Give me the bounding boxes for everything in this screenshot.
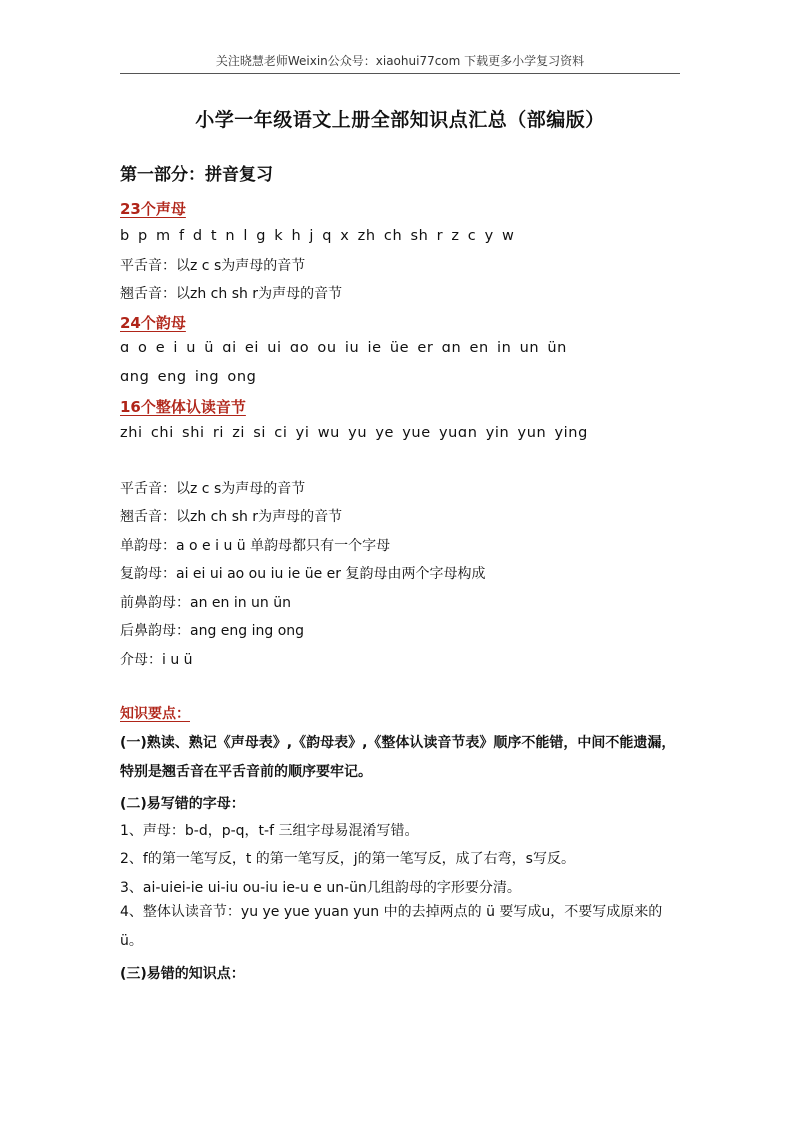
key-point-two-item-3: 3、ai-uiei-ie ui-iu ou-iu ie-u e un-ün几组韵母的字形要分清。	[120, 880, 521, 896]
summary-single-finals: 单韵母：a o e i u ü 单韵母都只有一个字母	[120, 538, 391, 554]
page-header: 关注晓慧老师Weixin公众号：xiaohui77com 下载更多小学复习资料	[215, 54, 585, 68]
initials-heading: 23个声母	[120, 200, 186, 218]
summary-front-nasal: 前鼻韵母：an en in un ün	[120, 595, 291, 611]
summary-flat-tongue: 平舌音：以z c s为声母的音节	[120, 481, 306, 497]
finals-list-line2: ɑng eng ing ong	[120, 369, 257, 385]
flat-tongue-note: 平舌音：以z c s为声母的音节	[120, 258, 306, 274]
whole-syllables-heading: 16个整体认读音节	[120, 398, 246, 416]
finals-list-line1: ɑ o e i u ü ɑi ei ui ɑo ou iu ie üe er ɑn en in un ün	[120, 340, 567, 356]
summary-retroflex: 翘舌音：以zh ch sh r为声母的音节	[120, 509, 343, 525]
summary-medials: 介母：i u ü	[120, 652, 193, 668]
key-point-two-item-1: 1、声母：b-d，p-q，t-f 三组字母易混淆写错。	[120, 823, 419, 839]
header-divider	[120, 73, 680, 74]
finals-heading: 24个韵母	[120, 314, 186, 332]
key-point-three-heading: (三)易错的知识点：	[120, 966, 245, 982]
key-point-two-heading: (二)易写错的字母：	[120, 796, 245, 812]
key-point-two-item-4: 4、整体认读音节：yu ye yue yuan yun 中的去掉两点的 ü 要写成u，不要写成原来的 ü。	[120, 904, 663, 949]
part-one-heading: 第一部分：拼音复习	[120, 165, 273, 185]
key-points-heading: 知识要点：	[120, 706, 190, 722]
summary-compound-finals: 复韵母：ai ei ui ao ou iu ie üe er 复韵母由两个字母构成	[120, 566, 486, 582]
retroflex-note: 翘舌音：以zh ch sh r为声母的音节	[120, 286, 343, 302]
summary-back-nasal: 后鼻韵母：ang eng ing ong	[120, 623, 305, 639]
whole-syllables-list: zhi chi shi ri zi si ci yi wu yu ye yue yuɑn yin yun ying	[120, 425, 588, 441]
document-title: 小学一年级语文上册全部知识点汇总（部编版）	[195, 109, 605, 131]
initials-list: b p m f d t n l g k h j q x zh ch sh r z c y w	[120, 228, 515, 244]
key-point-one: (一)熟读、熟记《声母表》,《韵母表》,《整体认读音节表》顺序不能错，中间不能遗漏，特别是翘舌音在平舌音前的顺序要牢记。	[120, 735, 676, 780]
key-point-two-item-2: 2、f的第一笔写反，t 的第一笔写反，j的第一笔写反，成了右弯，s写反。	[120, 851, 575, 867]
